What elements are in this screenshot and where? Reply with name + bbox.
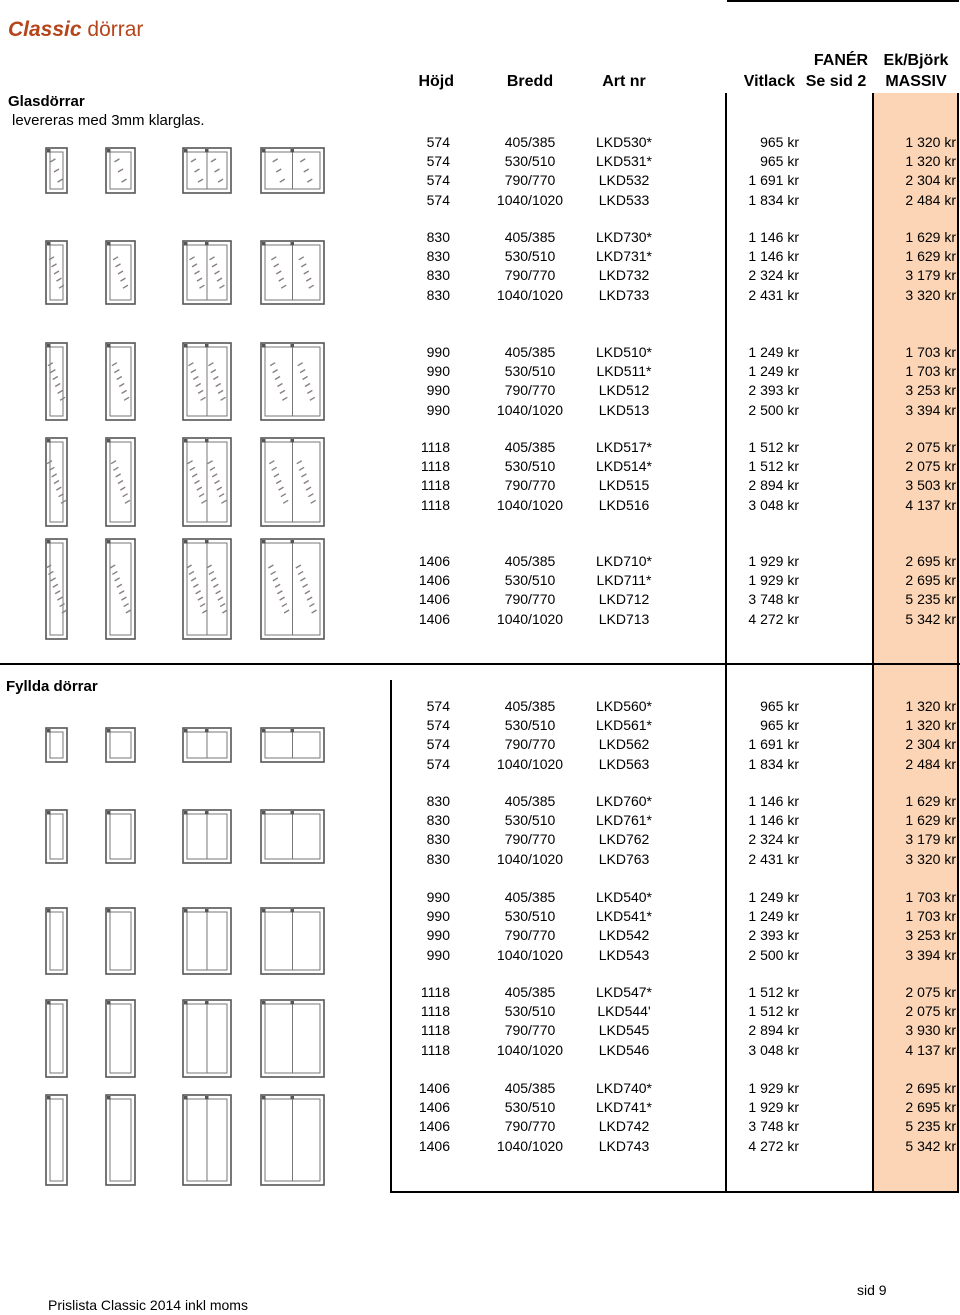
cell-massiv: 1 703 kr — [905, 363, 956, 380]
cell-bredd: 405/385 — [504, 229, 556, 245]
cell-hojd: 574 — [426, 172, 450, 189]
cell-vitlack: 2 500 kr — [748, 946, 799, 963]
cell-artnr: LKD515 — [598, 477, 650, 494]
cell-hojd: 574 — [426, 134, 450, 150]
cell-hojd: 830 — [426, 831, 450, 848]
cell-vitlack: 1 146 kr — [748, 248, 799, 265]
cell-bredd: 1040/1020 — [496, 286, 564, 303]
cell-artnr: LKD542 — [598, 927, 650, 944]
cell-bredd: 530/510 — [504, 458, 556, 475]
cell-bredd: 1040/1020 — [496, 1041, 564, 1058]
cell-bredd: 530/510 — [504, 1099, 556, 1116]
cell-artnr: LKD562 — [598, 736, 650, 753]
filled-door-icon — [183, 908, 231, 974]
cell-bredd: 405/385 — [504, 553, 556, 569]
cell-hojd: 1406 — [418, 1080, 450, 1096]
cell-massiv: 3 253 kr — [905, 382, 956, 399]
cell-vitlack: 1 249 kr — [748, 908, 799, 925]
cell-hojd: 1406 — [418, 1118, 450, 1135]
cell-massiv: 3 179 kr — [905, 831, 956, 848]
cell-artnr: LKD730* — [595, 229, 653, 245]
cell-massiv: 3 320 kr — [905, 850, 956, 867]
filled-door-icon — [261, 728, 324, 762]
cell-vitlack: 2 431 kr — [748, 286, 799, 303]
cell-artnr: LKD760* — [595, 793, 653, 809]
cell-massiv: 1 629 kr — [905, 229, 956, 245]
cell-bredd: 530/510 — [504, 1003, 556, 1020]
cell-vitlack: 965 kr — [760, 134, 799, 150]
section-note-klarglas: levereras med 3mm klarglas. — [12, 112, 205, 129]
filled-door-icon — [261, 1000, 324, 1077]
filled-door-icon — [183, 728, 231, 762]
cell-massiv: 5 235 kr — [905, 1118, 956, 1135]
cell-bredd: 790/770 — [504, 927, 556, 944]
cell-massiv: 1 629 kr — [905, 793, 956, 809]
cell-artnr: LKD540* — [595, 889, 653, 905]
cell-bredd: 405/385 — [504, 134, 556, 150]
cell-hojd: 830 — [426, 812, 450, 829]
cell-massiv: 4 137 kr — [905, 1041, 956, 1058]
glass-door-icon — [106, 241, 135, 304]
cell-massiv: 5 342 kr — [905, 1137, 956, 1154]
cell-bredd: 405/385 — [504, 984, 556, 1000]
cell-artnr: LKD517* — [595, 439, 653, 455]
cell-hojd: 1118 — [420, 1022, 450, 1039]
cell-hojd: 1118 — [420, 1003, 450, 1020]
cell-hojd: 1406 — [418, 1099, 450, 1116]
cell-vitlack: 1 249 kr — [748, 344, 799, 360]
glass-door-icon — [183, 539, 231, 639]
cell-vitlack: 2 894 kr — [748, 1022, 799, 1039]
cell-artnr: LKD712 — [598, 591, 650, 608]
header-ekbjork: Ek/Björk — [883, 52, 949, 69]
filled-door-icon — [106, 728, 135, 762]
cell-bredd: 530/510 — [504, 908, 556, 925]
cell-artnr: LKD732 — [598, 267, 650, 284]
cell-vitlack: 1 146 kr — [748, 229, 799, 245]
cell-artnr: LKD761* — [595, 812, 653, 829]
cell-hojd: 1118 — [420, 439, 450, 455]
cell-bredd: 790/770 — [504, 591, 556, 608]
cell-bredd: 530/510 — [504, 717, 556, 734]
cell-hojd: 990 — [426, 889, 450, 905]
cell-bredd: 405/385 — [504, 344, 556, 360]
cell-hojd: 1406 — [418, 553, 450, 569]
glass-door-icon — [46, 148, 67, 193]
cell-vitlack: 2 393 kr — [748, 927, 799, 944]
glass-door-icon — [46, 539, 67, 639]
cell-hojd: 990 — [426, 382, 450, 399]
header-hojd: Höjd — [418, 73, 454, 90]
cell-bredd: 1040/1020 — [496, 401, 564, 418]
glass-door-icon — [183, 438, 231, 526]
cell-vitlack: 1 929 kr — [748, 1099, 799, 1116]
cell-hojd: 990 — [426, 344, 450, 360]
cell-massiv: 1 703 kr — [905, 344, 956, 360]
cell-massiv: 2 695 kr — [905, 1099, 956, 1116]
cell-massiv: 2 695 kr — [905, 572, 956, 589]
filled-door-icon — [183, 810, 231, 863]
cell-bredd: 790/770 — [504, 172, 556, 189]
cell-massiv: 1 320 kr — [905, 134, 956, 150]
cell-massiv: 3 253 kr — [905, 927, 956, 944]
header-massiv: MASSIV — [885, 73, 947, 90]
bottom-rule — [390, 1191, 959, 1193]
cell-vitlack: 3 048 kr — [748, 496, 799, 513]
cell-bredd: 405/385 — [504, 793, 556, 809]
cell-vitlack: 1 834 kr — [748, 191, 799, 208]
cell-hojd: 574 — [426, 698, 450, 714]
cell-massiv: 2 484 kr — [905, 755, 956, 772]
header-bredd: Bredd — [506, 73, 554, 90]
cell-vitlack: 1 512 kr — [748, 984, 799, 1000]
filled-door-icon — [46, 1095, 67, 1185]
cell-artnr: LKD531* — [595, 153, 653, 170]
header-se-sid-2: Se sid 2 — [805, 73, 867, 90]
cell-hojd: 1118 — [420, 1041, 450, 1058]
cell-massiv: 3 394 kr — [905, 946, 956, 963]
cell-bredd: 790/770 — [504, 382, 556, 399]
cell-hojd: 1118 — [420, 496, 450, 513]
cell-vitlack: 2 393 kr — [748, 382, 799, 399]
cell-massiv: 3 930 kr — [905, 1022, 956, 1039]
cell-artnr: LKD743 — [598, 1137, 650, 1154]
cell-artnr: LKD713 — [598, 610, 650, 627]
cell-hojd: 1406 — [418, 610, 450, 627]
cell-artnr: LKD711* — [596, 572, 652, 589]
cell-bredd: 530/510 — [504, 248, 556, 265]
cell-vitlack: 965 kr — [760, 717, 799, 734]
cell-hojd: 1406 — [418, 591, 450, 608]
cell-vitlack: 1 512 kr — [748, 439, 799, 455]
cell-hojd: 1406 — [418, 1137, 450, 1154]
cell-bredd: 1040/1020 — [496, 850, 564, 867]
glass-door-icon — [261, 438, 324, 526]
cell-vitlack: 1 834 kr — [748, 755, 799, 772]
cell-hojd: 1118 — [420, 984, 450, 1000]
cell-massiv: 2 695 kr — [905, 1080, 956, 1096]
cell-hojd: 574 — [426, 755, 450, 772]
cell-massiv: 1 320 kr — [905, 153, 956, 170]
cell-hojd: 990 — [426, 927, 450, 944]
cell-massiv: 1 629 kr — [905, 248, 956, 265]
filled-door-icon — [261, 1095, 324, 1185]
cell-vitlack: 965 kr — [760, 153, 799, 170]
cell-artnr: LKD512 — [598, 382, 650, 399]
cell-vitlack: 1 691 kr — [748, 172, 799, 189]
cell-vitlack: 2 324 kr — [748, 267, 799, 284]
cell-vitlack: 3 748 kr — [748, 591, 799, 608]
cell-artnr: LKD733 — [598, 286, 650, 303]
cell-hojd: 830 — [426, 793, 450, 809]
cell-artnr: LKD547* — [595, 984, 653, 1000]
cell-massiv: 1 320 kr — [905, 698, 956, 714]
cell-bredd: 790/770 — [504, 477, 556, 494]
cell-hojd: 574 — [426, 736, 450, 753]
cell-bredd: 790/770 — [504, 1022, 556, 1039]
cell-vitlack: 4 272 kr — [748, 610, 799, 627]
filled-door-icon — [46, 728, 67, 762]
cell-hojd: 830 — [426, 248, 450, 265]
glass-door-icon — [261, 241, 324, 304]
cell-vitlack: 1 512 kr — [748, 1003, 799, 1020]
cell-artnr: LKD516 — [598, 496, 650, 513]
cell-artnr: LKD762 — [598, 831, 650, 848]
glass-door-icon — [106, 539, 135, 639]
cell-massiv: 2 304 kr — [905, 172, 956, 189]
cell-hojd: 1118 — [420, 477, 450, 494]
cell-vitlack: 3 748 kr — [748, 1118, 799, 1135]
cell-hojd: 990 — [426, 908, 450, 925]
cell-vitlack: 1 929 kr — [748, 572, 799, 589]
glass-door-icon — [106, 438, 135, 526]
cell-artnr: LKD546 — [598, 1041, 650, 1058]
cell-artnr: LKD740* — [595, 1080, 653, 1096]
cell-massiv: 2 075 kr — [905, 1003, 956, 1020]
cell-hojd: 990 — [426, 946, 450, 963]
glass-door-icon — [261, 343, 324, 420]
cell-bredd: 405/385 — [504, 889, 556, 905]
glass-door-icon — [46, 343, 67, 420]
header-artnr: Art nr — [602, 73, 646, 90]
cell-vitlack: 2 894 kr — [748, 477, 799, 494]
cell-massiv: 3 179 kr — [905, 267, 956, 284]
cell-hojd: 830 — [426, 286, 450, 303]
filled-door-icon — [261, 908, 324, 974]
cell-massiv: 1 703 kr — [905, 908, 956, 925]
cell-vitlack: 3 048 kr — [748, 1041, 799, 1058]
cell-artnr: LKD561* — [595, 717, 653, 734]
cell-artnr: LKD533 — [598, 191, 650, 208]
cell-massiv: 3 503 kr — [905, 477, 956, 494]
cell-bredd: 1040/1020 — [496, 610, 564, 627]
cell-artnr: LKD541* — [595, 908, 653, 925]
cell-vitlack: 1 929 kr — [748, 1080, 799, 1096]
cell-hojd: 1406 — [418, 572, 450, 589]
cell-hojd: 574 — [426, 717, 450, 734]
cell-massiv: 1 629 kr — [905, 812, 956, 829]
filled-door-icon — [106, 810, 135, 863]
filled-door-icon — [183, 1095, 231, 1185]
cell-bredd: 405/385 — [504, 439, 556, 455]
cell-bredd: 1040/1020 — [496, 946, 564, 963]
cell-artnr: LKD544' — [597, 1003, 651, 1020]
cell-bredd: 530/510 — [504, 572, 556, 589]
cell-artnr: LKD511* — [596, 363, 652, 380]
glass-door-icon — [106, 343, 135, 420]
cell-bredd: 530/510 — [504, 812, 556, 829]
cell-bredd: 1040/1020 — [496, 755, 564, 772]
cell-massiv: 3 394 kr — [905, 401, 956, 418]
cell-vitlack: 2 431 kr — [748, 850, 799, 867]
section-title-fyllda-dorrar: Fyllda dörrar — [6, 678, 98, 695]
cell-vitlack: 1 691 kr — [748, 736, 799, 753]
cell-artnr: LKD510* — [595, 344, 653, 360]
cell-vitlack: 1 146 kr — [748, 793, 799, 809]
cell-hojd: 830 — [426, 267, 450, 284]
filled-door-icon — [183, 1000, 231, 1077]
footer-title: Prislista Classic 2014 inkl moms — [48, 1297, 248, 1313]
cell-bredd: 790/770 — [504, 267, 556, 284]
page-number: sid 9 — [857, 1282, 887, 1298]
cell-hojd: 574 — [426, 153, 450, 170]
glass-door-icon — [106, 148, 135, 193]
right-rule — [957, 93, 959, 1193]
cell-massiv: 2 075 kr — [905, 984, 956, 1000]
cell-massiv: 5 342 kr — [905, 610, 956, 627]
glass-door-icon — [46, 241, 67, 304]
cell-vitlack: 2 500 kr — [748, 401, 799, 418]
cell-vitlack: 1 146 kr — [748, 812, 799, 829]
glass-door-icon — [183, 241, 231, 304]
cell-artnr: LKD742 — [598, 1118, 650, 1135]
cell-vitlack: 965 kr — [760, 698, 799, 714]
glass-door-icon — [261, 539, 324, 639]
cell-massiv: 1 320 kr — [905, 717, 956, 734]
cell-massiv: 2 075 kr — [905, 458, 956, 475]
section-title-glasdorrar: Glasdörrar — [8, 93, 85, 110]
filled-door-icon — [46, 1000, 67, 1077]
cell-vitlack: 1 512 kr — [748, 458, 799, 475]
cell-artnr: LKD513 — [598, 401, 650, 418]
cell-massiv: 1 703 kr — [905, 889, 956, 905]
cell-hojd: 990 — [426, 363, 450, 380]
cell-hojd: 830 — [426, 229, 450, 245]
fyllda-left-rule — [390, 680, 392, 1193]
header-faner: FANÉR — [813, 52, 869, 69]
cell-artnr: LKD731* — [595, 248, 653, 265]
cell-artnr: LKD530* — [595, 134, 653, 150]
filled-door-icon — [46, 810, 67, 863]
cell-bredd: 405/385 — [504, 1080, 556, 1096]
cell-bredd: 790/770 — [504, 736, 556, 753]
cell-artnr: LKD741* — [595, 1099, 653, 1116]
top-rule — [727, 0, 959, 2]
cell-bredd: 405/385 — [504, 698, 556, 714]
cell-hojd: 1118 — [420, 458, 450, 475]
cell-bredd: 1040/1020 — [496, 496, 564, 513]
filled-door-icon — [106, 1000, 135, 1077]
cell-vitlack: 1 249 kr — [748, 889, 799, 905]
cell-hojd: 574 — [426, 191, 450, 208]
cell-bredd: 530/510 — [504, 153, 556, 170]
cell-artnr: LKD560* — [595, 698, 653, 714]
filled-door-icon — [106, 1095, 135, 1185]
cell-hojd: 830 — [426, 850, 450, 867]
cell-bredd: 1040/1020 — [496, 1137, 564, 1154]
cell-massiv: 3 320 kr — [905, 286, 956, 303]
cell-vitlack: 4 272 kr — [748, 1137, 799, 1154]
cell-artnr: LKD545 — [598, 1022, 650, 1039]
cell-artnr: LKD532 — [598, 172, 650, 189]
glass-door-icon — [183, 148, 231, 193]
filled-door-icon — [46, 908, 67, 974]
cell-bredd: 790/770 — [504, 831, 556, 848]
cell-artnr: LKD563 — [598, 755, 650, 772]
cell-bredd: 530/510 — [504, 363, 556, 380]
cell-massiv: 4 137 kr — [905, 496, 956, 513]
filled-door-icon — [261, 810, 324, 863]
title-word-classic: Classic — [8, 18, 82, 41]
cell-artnr: LKD543 — [598, 946, 650, 963]
door-illustrations — [0, 0, 390, 1315]
cell-massiv: 5 235 kr — [905, 591, 956, 608]
cell-vitlack: 1 929 kr — [748, 553, 799, 569]
cell-bredd: 1040/1020 — [496, 191, 564, 208]
cell-massiv: 2 484 kr — [905, 191, 956, 208]
cell-artnr: LKD763 — [598, 850, 650, 867]
filled-door-icon — [106, 908, 135, 974]
glass-door-icon — [261, 148, 324, 193]
glass-door-icon — [183, 343, 231, 420]
cell-vitlack: 1 249 kr — [748, 363, 799, 380]
header-vitlack: Vitlack — [743, 73, 795, 90]
cell-vitlack: 2 324 kr — [748, 831, 799, 848]
cell-massiv: 2 075 kr — [905, 439, 956, 455]
cell-artnr: LKD514* — [595, 458, 653, 475]
cell-artnr: LKD710* — [595, 553, 653, 569]
cell-massiv: 2 304 kr — [905, 736, 956, 753]
title-word-dorrar: dörrar — [87, 18, 144, 41]
cell-bredd: 790/770 — [504, 1118, 556, 1135]
cell-massiv: 2 695 kr — [905, 553, 956, 569]
cell-hojd: 990 — [426, 401, 450, 418]
glass-door-icon — [46, 438, 67, 526]
